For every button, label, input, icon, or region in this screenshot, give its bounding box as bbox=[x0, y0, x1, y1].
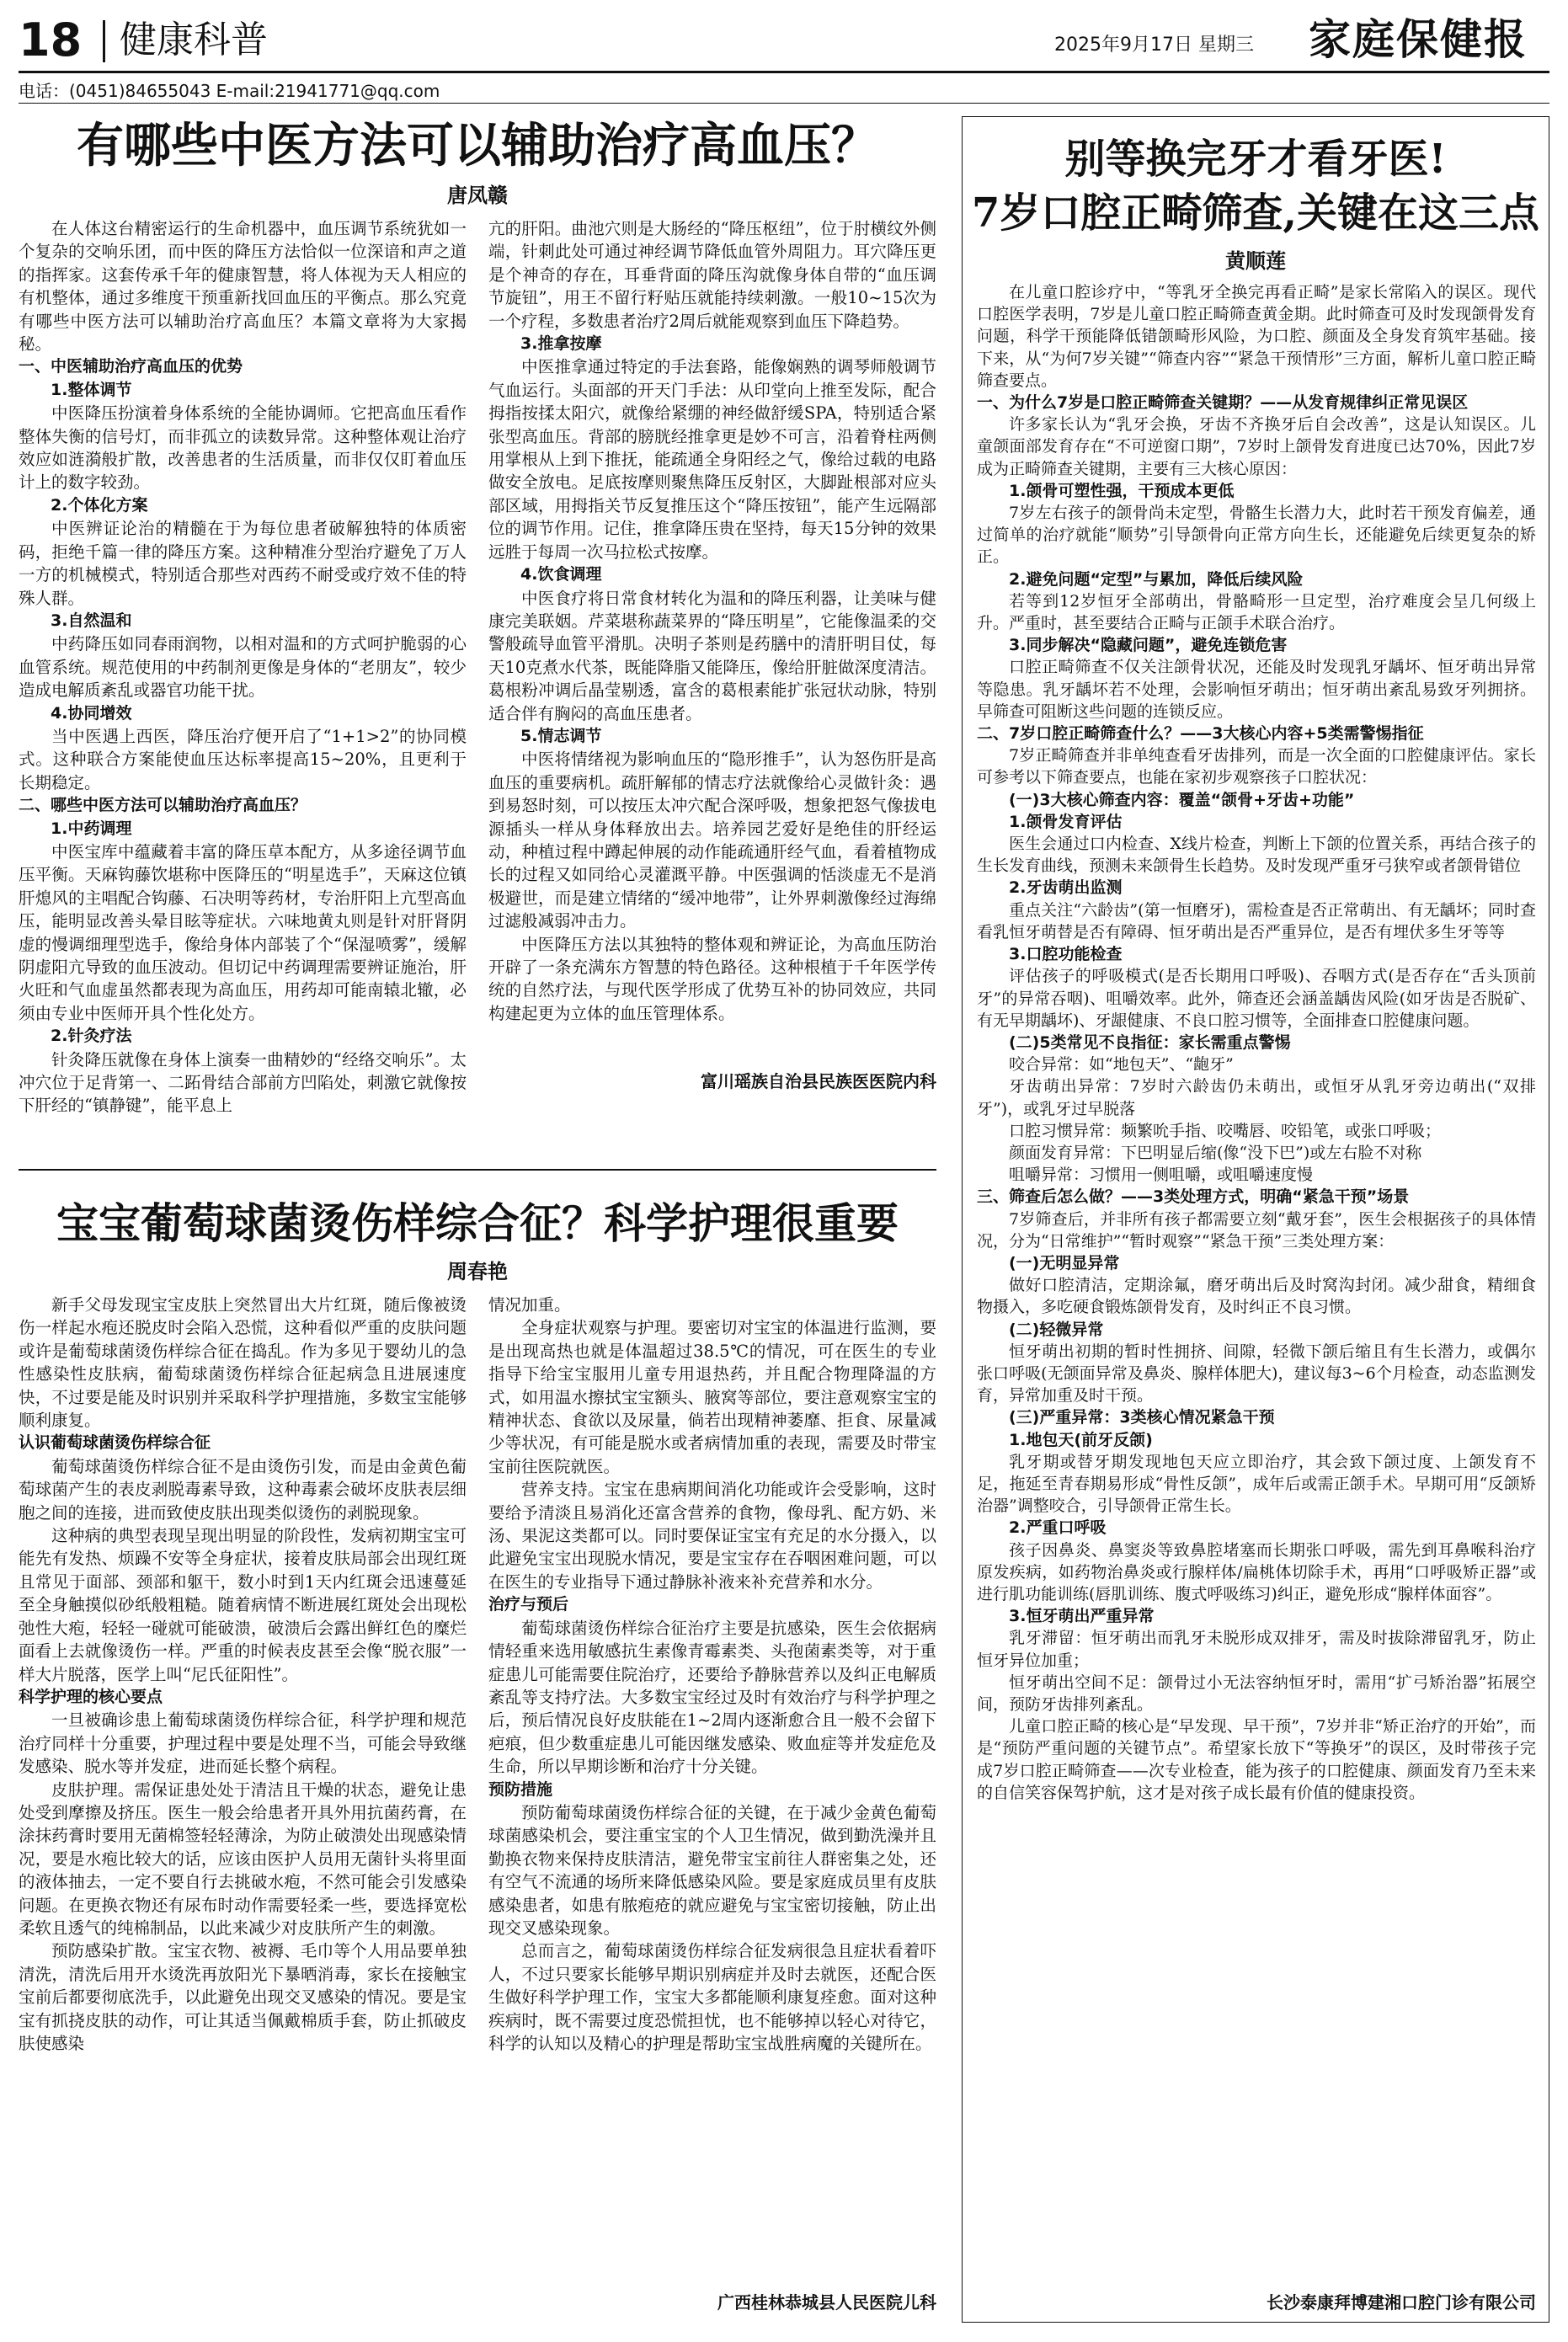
article2-affiliation: 广西桂林恭城县人民医院儿科 bbox=[717, 2292, 936, 2313]
minor-heading: (一)无明显异常 bbox=[1009, 1253, 1120, 1272]
minor-heading: 2.牙齿萌出监测 bbox=[1009, 878, 1123, 898]
issue-date: 2025年9月17日 星期三 bbox=[1054, 35, 1254, 56]
subheading: 三、筛查后怎么做？——3类处理方式，明确“紧急干预”场景 bbox=[977, 1187, 1410, 1207]
subheading: 二、哪些中医方法可以辅助治疗高血压？ bbox=[19, 796, 307, 815]
paragraph: 中医降压扮演着身体系统的全能协调师。它把高血压看作整体失衡的信号灯，而非孤立的读数异常。这种整体观让治疗效应如涟漪般扩散，改善患者的生活质量，而非仅仅盯着血压计上的数字较劲。 bbox=[19, 403, 467, 493]
contact-line: 电话：(0451)84655043 E-mail:21941771@qq.com bbox=[19, 81, 440, 101]
paragraph: 孩子因鼻炎、鼻窦炎等致鼻腔堵塞而长期张口呼吸，需先到耳鼻喉科治疗原发疾病，如药物治鼻炎或行腺样体/扁桃体切除手术，再用“口呼吸矫正器”或进行肌功能训练(唇肌训练、腹式呼吸练习)纠正，避免形成“腺样体面容”。 bbox=[977, 1540, 1536, 1603]
article-separator bbox=[19, 1169, 936, 1171]
paragraph: 葡萄球菌烫伤样综合征不是由烫伤引发，而是由金黄色葡萄球菌产生的表皮剥脱毒素导致，这种毒素会破坏皮肤表层细胞之间的连接，进而致使皮肤出现类似烫伤的剥脱现象。 bbox=[19, 1456, 467, 1523]
article2-column-1 bbox=[19, 1294, 467, 2308]
paragraph: 7岁筛查后，并非所有孩子都需要立刻“戴牙套”，医生会根据孩子的具体情况，分为“日常维护”“暂时观察”“紧急干预”三类处理方案： bbox=[977, 1209, 1536, 1251]
article3-title-line1: 别等换完牙才看牙医! bbox=[1064, 136, 1447, 183]
paragraph: 重点关注“六龄齿”(第一恒磨牙)，需检查是否正常萌出、有无龋坏；同时查看乳恒牙萌替是否有障碍、恒牙萌出是否严重异位，是否有埋伏多生牙等等 bbox=[977, 900, 1536, 942]
article1-column-1 bbox=[19, 217, 467, 1154]
subheading: 一、为什么7岁是口腔正畸筛查关键期？——从发育规律纠正常见误区 bbox=[977, 393, 1469, 413]
paragraph: 中医推拿通过特定的手法套路，能像娴熟的调琴师般调节气血运行。头面部的开天门手法：从印堂向上推至发际，配合拇指按揉太阳穴，就像给紧绷的神经做舒缓SPA，特别适合紧张型高血压。背部的膀胱经推拿更是妙不可言，沿着脊柱两侧用掌根从上到下推抚，能疏通全身阳经之气，像给过载的电路做安全放电。足底按摩则聚焦降压反射区，大脚趾根部对应头部区域，用拇指关节反复推压这个“降压按钮”，能产生远隔部位的调节作用。记住，推拿降压贵在坚持，每天15分钟的效果远胜于每周一次马拉松式按摩。 bbox=[488, 357, 936, 562]
paragraph: 全身症状观察与护理。要密切对宝宝的体温进行监测，要是出现高热也就是体温超过38.5℃的情况，可在医生的专业指导下给宝宝服用儿童专用退热药，并且配合物理降温的方式，如用温水擦拭宝宝额头、腋窝等部位，要注意观察宝宝的精神状态、食欲以及尿量，倘若出现精神萎靡、拒食、尿量减少等状况，有可能是脱水或者病情加重的表现，需要及时带宝宝前往医院就医。 bbox=[488, 1318, 936, 1476]
paragraph: 中医降压方法以其独特的整体观和辨证论，为高血压防治开辟了一条充满东方智慧的特色路径。这种根植于千年医学传统的自然疗法，与现代医学形成了优势互补的协同效应，共同构建起更为立体的血压管理体系。 bbox=[488, 934, 936, 1023]
article3-title-line2: 7岁口腔正畸筛查,关键在这三点 bbox=[971, 189, 1540, 237]
minor-heading: (二)5类常见不良指征：家长需重点警惕 bbox=[1009, 1032, 1291, 1052]
contact-rule bbox=[19, 103, 1549, 104]
paragraph: 预防感染扩散。宝宝衣物、被褥、毛巾等个人用品要单独清洗，清洗后用开水烫洗再放阳光下暴晒消毒，家长在接触宝宝前后都要彻底洗手，以此避免出现交叉感染的情况。要是宝宝有抓挠皮肤的动作，可让其适当佩戴棉质手套，防止抓破皮肤使感染 bbox=[19, 1941, 467, 2053]
indicator-line: 口腔习惯异常：频繁吮手指、咬嘴唇、咬铅笔，或张口呼吸； bbox=[1009, 1121, 1442, 1140]
indicator-line: 颜面发育异常：下巴明显后缩(像“没下巴”)或左右脸不对称 bbox=[1009, 1143, 1422, 1162]
page-number: 18 bbox=[19, 13, 83, 67]
paragraph: 总而言之，葡萄球菌烫伤样综合征发病很急且症状看着吓人，不过只要家长能够早期识别病症并及时去就医，还配合医生做好科学护理工作，宝宝大多都能顺利康复痊愈。面对这种疾病时，既不需要过度恐慌担忧，也不能够掉以轻心对待它，科学的认知以及精心的护理是帮助宝宝战胜病魔的关键所在。 bbox=[488, 1941, 936, 2053]
minor-heading: (一)3大核心筛查内容：覆盖“颌骨+牙齿+功能” bbox=[1009, 790, 1355, 809]
subheading: 二、7岁口腔正畸筛查什么？——3大核心内容+5类需警惕指征 bbox=[977, 724, 1424, 744]
paragraph: 葡萄球菌烫伤样综合征治疗主要是抗感染，医生会依据病情轻重来选用敏感抗生素像青霉素类、头孢菌素类等，对于重症患儿可能需要住院治疗，还要给予静脉营养以及纠正电解质紊乱等支持疗法。大多数宝宝经过及时有效治疗与科学护理之后，预后情况良好皮肤能在1~2周内逐渐愈合且一般不会留下疤痕，但少数重症患儿可能因继发感染、败血症等并发症危及生命，所以早期诊断和治疗十分关键。 bbox=[488, 1618, 936, 1777]
paragraph: 中医食疗将日常食材转化为温和的降压利器，让美味与健康完美联姻。芹菜堪称蔬菜界的“降压明星”，它能像温柔的交警般疏导血管平滑肌。决明子茶则是药膳中的清肝明目仗，每天10克煮水代茶，既能降脂又能降压，像给肝脏做深度清洁。葛根粉冲调后晶莹剔透，富含的葛根素能扩张冠状动脉，特别适合伴有胸闷的高血压患者。 bbox=[488, 588, 936, 723]
article1-title: 有哪些中医方法可以辅助治疗高血压？ bbox=[77, 118, 878, 173]
paragraph: 评估孩子的呼吸模式(是否长期用口呼吸)、吞咽方式(是否存在“舌头顶前牙”的异常吞咽)、咀嚼效率。此外，筛查还会涵盖龋齿风险(如牙齿是否脱矿、有无早期龋坏)、牙龈健康、不良口腔习惯等，全面排查口腔健康问题。 bbox=[977, 967, 1536, 1030]
paragraph: 亢的肝阳。曲池穴则是大肠经的“降压枢纽”，位于肘横纹外侧端，针刺此处可通过神经调节降低血管外周阻力。耳穴降压更是个神奇的存在，耳垂背面的降压沟就像身体自带的“血压调节旋钮”，用王不留行籽贴压就能持续刺激。一般10~15次为一个疗程，多数患者治疗2周后就能观察到血压下降趋势。 bbox=[488, 219, 936, 331]
paragraph: 中医宝库中蕴藏着丰富的降压草本配方，从多途径调节血压平衡。天麻钩藤饮堪称中医降压的“明星选手”，天麻这位镇肝熄风的主唱配合钩藤、石决明等药材，专治肝阳上亢型高血压，能明显改善头晕目眩等症状。六味地黄丸则是针对肝肾阴虚的慢调细理型选手，像给身体内部装了个“保湿喷雾”，缓解阴虚阳亢导致的血压波动。但切记中药调理需要辨证施治，肝火旺和气血虚虽然都表现为高血压，用药却可能南辕北辙，必须由专业中医师开具个性化处方。 bbox=[19, 841, 467, 1023]
masthead bbox=[19, 13, 1549, 67]
article1-author: 唐凤赣 bbox=[447, 183, 508, 207]
minor-heading: 3.恒牙萌出严重异常 bbox=[1009, 1607, 1155, 1626]
paragraph: 做好口腔清洁，定期涂氟，磨牙萌出后及时窝沟封闭。减少甜食，精细食物摄入，多吃硬食锻炼颌骨发育，及时纠正不良习惯。 bbox=[977, 1276, 1536, 1317]
article2-author: 周春艳 bbox=[447, 1259, 508, 1283]
paragraph: 在儿童口腔诊疗中，“等乳牙全换完再看正畸”是家长常陷入的误区。现代口腔医学表明，7岁是儿童口腔正畸筛查黄金期。此时筛查可及时发现颌骨发育问题，科学干预能降低错颌畸形风险，为口腔、颜面及全身发育筑牢基础。接下来，从“为何7岁关键”“筛查内容”“紧急干预情形”三方面，解析儿童口腔正畸筛查要点。 bbox=[977, 283, 1536, 390]
paragraph: 当中医遇上西医，降压治疗便开启了“1+1>2”的协同模式。这种联合方案能使血压达标率提高15~20%，且更利于长期稳定。 bbox=[19, 726, 467, 792]
subheading: 科学护理的核心要点 bbox=[19, 1687, 163, 1706]
article2-column-2 bbox=[488, 1294, 936, 2279]
paragraph: 情况加重。 bbox=[488, 1295, 571, 1315]
paragraph: 若等到12岁恒牙全部萌出，骨骼畸形一旦定型，治疗难度会呈几何级上升。严重时，甚至要结合正畸与正颌手术联合治疗。 bbox=[977, 591, 1536, 633]
subheading: 治疗与预后 bbox=[488, 1595, 569, 1614]
subheading: 认识葡萄球菌烫伤样综合征 bbox=[19, 1433, 211, 1453]
minor-heading: 1.地包天(前牙反颌) bbox=[1009, 1430, 1153, 1449]
paragraph: 中药降压如同春雨润物，以相对温和的方式呵护脆弱的心血管系统。规范使用的中药制剂更像是身体的“老朋友”，较少造成电解质紊乱或器官功能干扰。 bbox=[19, 634, 467, 701]
paragraph: 在人体这台精密运行的生命机器中，血压调节系统犹如一个复杂的交响乐团，而中医的降压方法恰似一位深谙和声之道的指挥家。这套传承千年的健康智慧，将人体视为天人相应的有机整体，通过多维度干预重新找回血压的平衡点。那么究竟有哪些中医方法可以辅助治疗高血压？本篇文章将为大家揭秘。 bbox=[19, 219, 467, 355]
minor-heading: 3.自然温和 bbox=[51, 611, 132, 630]
subheading: 预防措施 bbox=[488, 1779, 553, 1799]
minor-heading: 1.中药调理 bbox=[51, 819, 132, 838]
paragraph: 皮肤护理。需保证患处处于清洁且干燥的状态，避免让患处受到摩擦及挤压。医生一般会给患者开具外用抗菌药膏，在涂抹药膏时要用无菌棉签轻轻薄涂，为防止破溃处出现感染情况，要是水疱比较大的话，应该由医护人员用无菌针头将里面的液体抽去，一定不要自行去挑破水疱，不然可能会引发感染问题。在更换衣物还有尿布时动作需要轻柔一些，要选择宽松柔软且透气的纯棉制品，以此来减少对皮肤所产生的刺激。 bbox=[19, 1779, 467, 1938]
paragraph: 中医将情绪视为影响血压的“隐形推手”，认为怒伤肝是高血压的重要病机。疏肝解郁的情志疗法就像给心灵做针灸：遇到易怒时刻，可以按压太冲穴配合深呼吸，想象把怒气像拔电源插头一样从身体释放出去。培养园艺爱好是绝佳的肝经运动，种植过程中蹲起伸展的动作能疏通肝经气血，看着植物成长的过程又如同给心灵灌溉平静。中医强调的恬淡虚无不是消极避世，而是建立情绪的“缓冲地带”，让外界刺激像经过海绵过滤般减弱冲击力。 bbox=[488, 750, 936, 931]
paragraph: 恒牙萌出初期的暂时性拥挤、间隙，轻微下颌后缩且有生长潜力，或偶尔张口呼吸(无颌面异常及鼻炎、腺样体肥大)，建议每3~6个月检查，动态监测发育，异常加重及时干预。 bbox=[977, 1342, 1536, 1406]
paragraph: 一旦被确诊患上葡萄球菌烫伤样综合征，科学护理和规范治疗同样十分重要，护理过程中要是处理不当，可能会导致继发感染、脱水等并发症，进而延长整个病程。 bbox=[19, 1710, 467, 1777]
minor-heading: 3.口腔功能检查 bbox=[1009, 945, 1123, 964]
paragraph: 乳牙期或替牙期发现地包天应立即治疗，其会致下颌过度、上颌发育不足，拖延至青春期易形成“骨性反颌”，成年后或需正颌手术。早期可用“反颌矫治器”调整咬合，引导颌骨正常生长。 bbox=[977, 1452, 1536, 1516]
minor-heading: 5.情志调节 bbox=[520, 726, 602, 745]
minor-heading: 2.针灸疗法 bbox=[51, 1027, 132, 1046]
paragraph: 儿童口腔正畸的核心是“早发现、早干预”，7岁并非“矫正治疗的开始”，而是“预防严重问题的关键节点”。希望家长放下“等换牙”的误区，及时带孩子完成7岁口腔正畸筛查——次专业检查，能为孩子的口腔健康、颜面发育乃至未来的自信笑容保驾护航，这才是对孩子成长最有价值的健康投资。 bbox=[977, 1717, 1536, 1802]
minor-heading: 3.推拿按摩 bbox=[520, 334, 602, 354]
masthead-divider bbox=[103, 20, 105, 62]
article1-affiliation: 富川瑶族自治县民族医医院内科 bbox=[701, 1071, 936, 1091]
paragraph: 医生会通过口内检查、X线片检查，判断上下颌的位置关系，再结合孩子的生长发育曲线，预测未来颌骨生长趋势。及时发现严重牙弓狭窄或者颌骨错位 bbox=[977, 835, 1536, 876]
section-title: 健康科普 bbox=[120, 19, 268, 61]
indicator-line: 咬合异常：如“地包天”、“龅牙” bbox=[1009, 1055, 1234, 1075]
paper-name: 家庭保健报 bbox=[1309, 14, 1528, 64]
minor-heading: 1.颌骨发育评估 bbox=[1009, 812, 1123, 831]
article2-title: 宝宝葡萄球菌烫伤样综合征？科学护理很重要 bbox=[56, 1198, 899, 1248]
paragraph: 恒牙萌出空间不足：颌骨过小无法容纳恒牙时，需用“扩弓矫治器”拓展空间，预防牙齿排列紊乱。 bbox=[977, 1672, 1536, 1714]
paragraph: 营养支持。宝宝在患病期间消化功能或许会受影响，这时要给予清淡且易消化还富含营养的食物，像母乳、配方奶、米汤、果泥这类都可以。同时要保证宝宝有充足的水分摄入，以此避免宝宝出现脱水情况，要是宝宝存在吞咽困难问题，可以在医生的专业指导下通过静脉补液来补充营养和水分。 bbox=[488, 1480, 936, 1592]
paragraph: 预防葡萄球菌烫伤样综合征的关键，在于减少金黄色葡萄球菌感染机会，要注重宝宝的个人卫生情况，做到勤洗澡并且勤换衣物来保持皮肤清洁，避免带宝宝前往人群密集之处，还有空气不流通的场所来降低感染风险。要是家庭成员里有皮肤感染患者，如患有脓疱疮的就应避免与宝宝密切接触，防止出现交叉感染现象。 bbox=[488, 1802, 936, 1938]
paragraph: 许多家长认为“乳牙会换，牙齿不齐换牙后自会改善”，这是认知误区。儿童颌面部发育存在“不可逆窗口期”，7岁时上颌骨发育进度已达70%，因此7岁成为正畸筛查关键期，主要有三大核心原因： bbox=[977, 415, 1536, 478]
masthead-rule bbox=[19, 71, 1549, 73]
minor-heading: 1.颌骨可塑性强，干预成本更低 bbox=[1009, 481, 1235, 500]
minor-heading: (三)严重异常：3类核心情况紧急干预 bbox=[1009, 1408, 1275, 1427]
paragraph: 口腔正畸筛查不仅关注颌骨状况，还能及时发现乳牙龋坏、恒牙萌出异常等隐患。乳牙龋坏若不处理，会影响恒牙萌出；恒牙萌出紊乱易致牙列拥挤。早筛查可阻断这些问题的连锁反应。 bbox=[977, 658, 1536, 721]
minor-heading: 4.协同增效 bbox=[51, 703, 132, 723]
article3-affiliation: 长沙泰康拜博建湘口腔门诊有限公司 bbox=[1267, 2292, 1536, 2313]
article3-author: 黄顺莲 bbox=[1225, 248, 1286, 273]
paragraph: 这种病的典型表现呈现出明显的阶段性，发病初期宝宝可能先有发热、烦躁不安等全身症状，接着皮肤局部会出现红斑且常见于面部、颈部和躯干，数小时到1天内红斑会迅速蔓延至全身触摸似砂纸般粗糙。随着病情不断进展红斑处会出现松弛性大疱，轻轻一碰就可能破溃，破溃后会露出鲜红色的糜烂面看上去就像烫伤一样。严重的时候表皮甚至会像“脱衣服”一样大片脱落，医学上叫“尼氏征阳性”。 bbox=[19, 1526, 467, 1684]
minor-heading: 2.严重口呼吸 bbox=[1009, 1518, 1107, 1538]
minor-heading: 1.整体调节 bbox=[51, 380, 132, 399]
minor-heading: 3.同步解决“隐藏问题”，避免连锁危害 bbox=[1009, 636, 1288, 655]
minor-heading: (二)轻微异常 bbox=[1009, 1320, 1104, 1339]
paragraph: 中医辨证论治的精髓在于为每位患者破解独特的体质密码，拒绝千篇一律的降压方案。这种精准分型治疗避免了万人一方的机械模式，特别适合那些对西药不耐受或疗效不佳的特殊人群。 bbox=[19, 519, 467, 608]
paragraph: 针灸降压就像在身体上演奏一曲精妙的“经络交响乐”。太冲穴位于足背第一、二跖骨结合部前方凹陷处，刺激它就像按下肝经的“镇静键”，能平息上 bbox=[19, 1049, 467, 1116]
subheading: 一、中医辅助治疗高血压的优势 bbox=[19, 357, 243, 376]
minor-heading: 2.个体化方案 bbox=[51, 495, 148, 515]
minor-heading: 2.避免问题“定型”与累加，降低后续风险 bbox=[1009, 569, 1304, 589]
paragraph: 7岁正畸筛查并非单纯查看牙齿排列，而是一次全面的口腔健康评估。家长可参考以下筛查要点，也能在家初步观察孩子口腔状况： bbox=[977, 746, 1536, 787]
paragraph: 7岁左右孩子的颌骨尚未定型，骨骼生长潜力大，此时若干预发育偏差，通过简单的治疗就能“顺势”引导颌骨向正常方向生长，还能避免后续更复杂的矫正。 bbox=[977, 504, 1536, 567]
indicator-line: 牙齿萌出异常：7岁时六龄齿仍未萌出，或恒牙从乳牙旁边萌出(“双排牙”)，或乳牙过早脱落 bbox=[977, 1077, 1536, 1118]
article3-body bbox=[977, 281, 1536, 2277]
paragraph: 新手父母发现宝宝皮肤上突然冒出大片红斑，随后像被烫伤一样起水疱还脱皮时会陷入恐慌，这种看似严重的皮肤问题或许是葡萄球菌烫伤样综合征在捣乱。作为多见于婴幼儿的急性感染性皮肤病，葡萄球菌烫伤样综合征起病急且进展速度快，不过要是能及时识别并采取科学护理措施，多数宝宝能够顺利康复。 bbox=[19, 1295, 467, 1431]
paragraph: 乳牙滞留：恒牙萌出而乳牙未脱形成双排牙，需及时拔除滞留乳牙，防止恒牙异位加重； bbox=[977, 1629, 1536, 1670]
article1-column-2 bbox=[488, 217, 936, 1059]
minor-heading: 4.饮食调理 bbox=[520, 565, 602, 584]
indicator-line: 咀嚼异常：习惯用一侧咀嚼，或咀嚼速度慢 bbox=[1009, 1166, 1314, 1185]
